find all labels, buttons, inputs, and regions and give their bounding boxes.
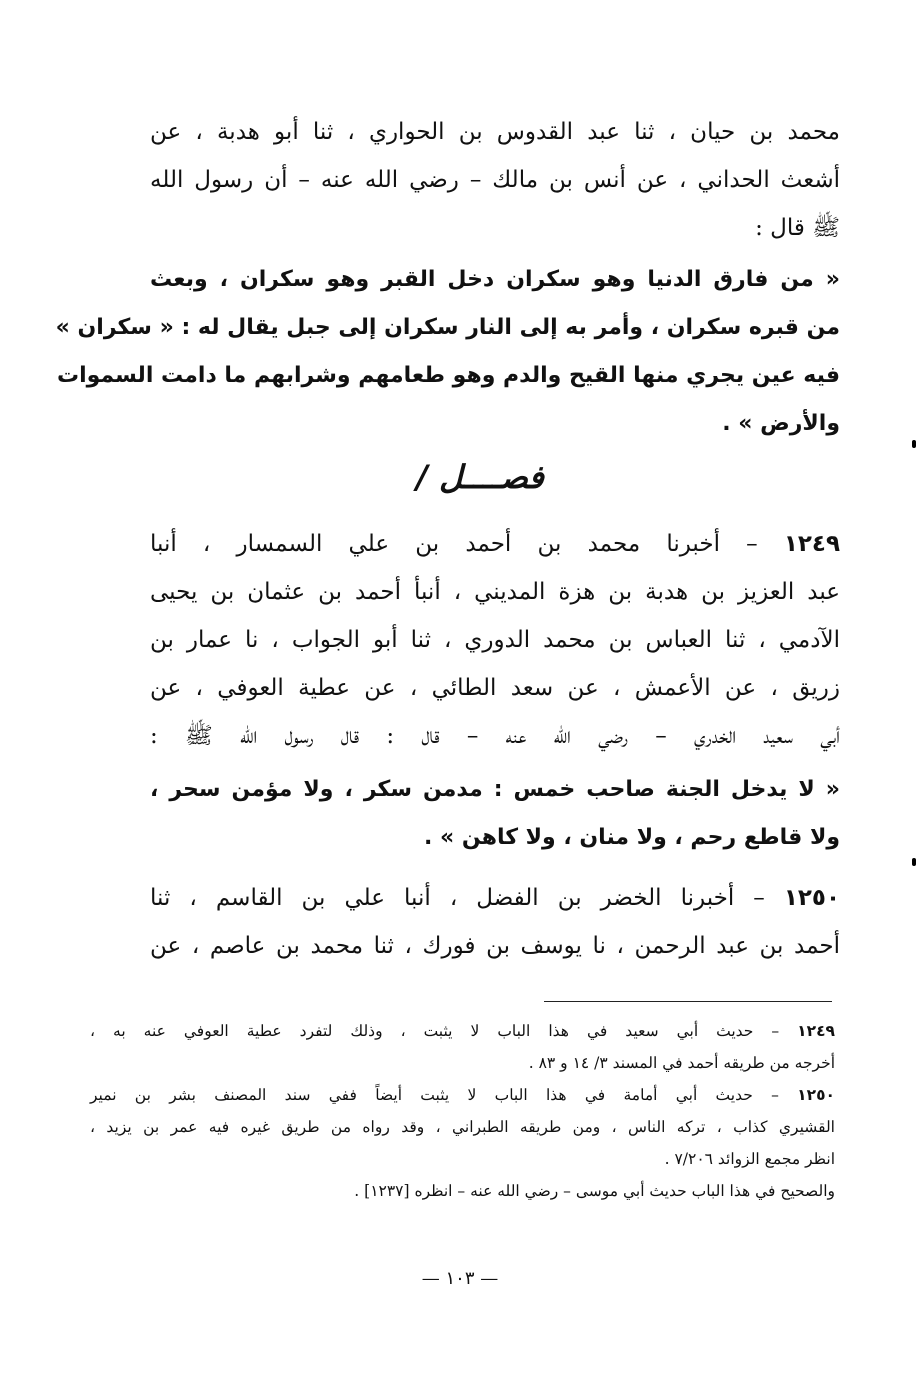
footnote-line: والصحيح في هذا الباب حديث أبي موسى – رضي الله عنه – انظره [١٢٣٧] . — [354, 1182, 835, 1200]
entry-text: – أخبرنا محمد بن أحمد بن علي السمسار ، أنبا — [150, 531, 784, 557]
entry-number: ١٢٤٩ — [783, 531, 840, 557]
hadith-text — [55, 256, 840, 448]
text-line: أحمد بن عبد الرحمن ، نا يوسف بن فورك ، ثنا محمد بن عاصم ، عن — [150, 933, 840, 959]
text-line: عبد العزيز بن هدبة بن هزة المديني ، أنبأ أحمد بن عثمان بن يحيى — [150, 579, 840, 605]
footnote-line: انظر مجمع الزوائد ٧/٢٠٦ . — [664, 1150, 835, 1168]
text-line: أبي سعيد الخدري – رضي الله عنه – قال : قال رسول الله ﷺ : — [150, 723, 840, 749]
margin-mark — [912, 440, 916, 448]
text-line — [150, 520, 840, 568]
hadith-line: والأرض » . — [722, 411, 840, 436]
entry-number: ١٢٥٠ — [783, 885, 840, 911]
hadith-line: « من فارق الدنيا وهو سكران دخل القبر وهو سكران ، وبعث — [150, 267, 840, 292]
footnote-text: – حديث أبي سعيد في هذا الباب لا يثبت ، وذلك لتفرد عطية العوفي عنه به ، — [90, 1022, 798, 1040]
hadith-line: من قبره سكران ، وأمر به إلى النار سكران إلى جبل يقال له : « سكران » — [55, 315, 840, 340]
text-line: ﷺ قال : — [755, 215, 840, 241]
intro-paragraph — [150, 108, 840, 252]
page-number: — ١٠٣ — — [421, 1268, 499, 1289]
text-line: زريق ، عن الأعمش ، عن سعد الطائي ، عن عطية العوفي ، عن — [150, 675, 840, 701]
footnote-line — [90, 1015, 835, 1047]
hadith-line: ولا قاطع رحم ، ولا منان ، ولا كاهن » . — [424, 825, 840, 850]
footnote-number: ١٢٥٠ — [797, 1086, 835, 1104]
section-heading: فصــــل / — [416, 458, 544, 496]
footnote-text: – حديث أبي أمامة في هذا الباب لا يثبت أيضاً ففي سند المصنف بشر بن نمير — [90, 1086, 798, 1104]
entry-text: – أخبرنا الخضر بن الفضل ، أنبا علي بن القاسم ، ثنا — [150, 885, 784, 911]
hadith-1249 — [150, 766, 840, 862]
entry-1249 — [150, 520, 840, 760]
footnotes — [90, 1015, 835, 1207]
text-line: محمد بن حيان ، ثنا عبد القدوس بن الحواري ، ثنا أبو هدبة ، عن — [150, 119, 840, 145]
entry-1250 — [150, 874, 840, 970]
footnote-line: أخرجه من طريقه أحمد في المسند ٣/ ١٤ و ٨٣ . — [528, 1054, 835, 1072]
text-line: أشعث الحداني ، عن أنس بن مالك – رضي الله عنه – أن رسول الله — [150, 167, 840, 193]
text-line: الآدمي ، ثنا العباس بن محمد الدوري ، ثنا أبو الجواب ، نا عمار بن — [150, 627, 840, 653]
footnote-line: القشيري كذاب ، تركه الناس ، ومن طريقه الطبراني ، وقد رواه من طريق غيره فيه عمر بن يزيد ، — [90, 1118, 835, 1136]
footnote-divider — [544, 1001, 832, 1002]
footnote-number: ١٢٤٩ — [797, 1022, 835, 1040]
margin-mark — [912, 858, 916, 866]
footnote-line — [90, 1079, 835, 1111]
hadith-line: فيه عين يجري منها القيح والدم وهو طعامهم وشرابهم ما دامت السموات — [56, 363, 840, 388]
hadith-line: « لا يدخل الجنة صاحب خمس : مدمن سكر ، ولا مؤمن سحر ، — [150, 777, 840, 802]
text-line — [150, 874, 840, 922]
